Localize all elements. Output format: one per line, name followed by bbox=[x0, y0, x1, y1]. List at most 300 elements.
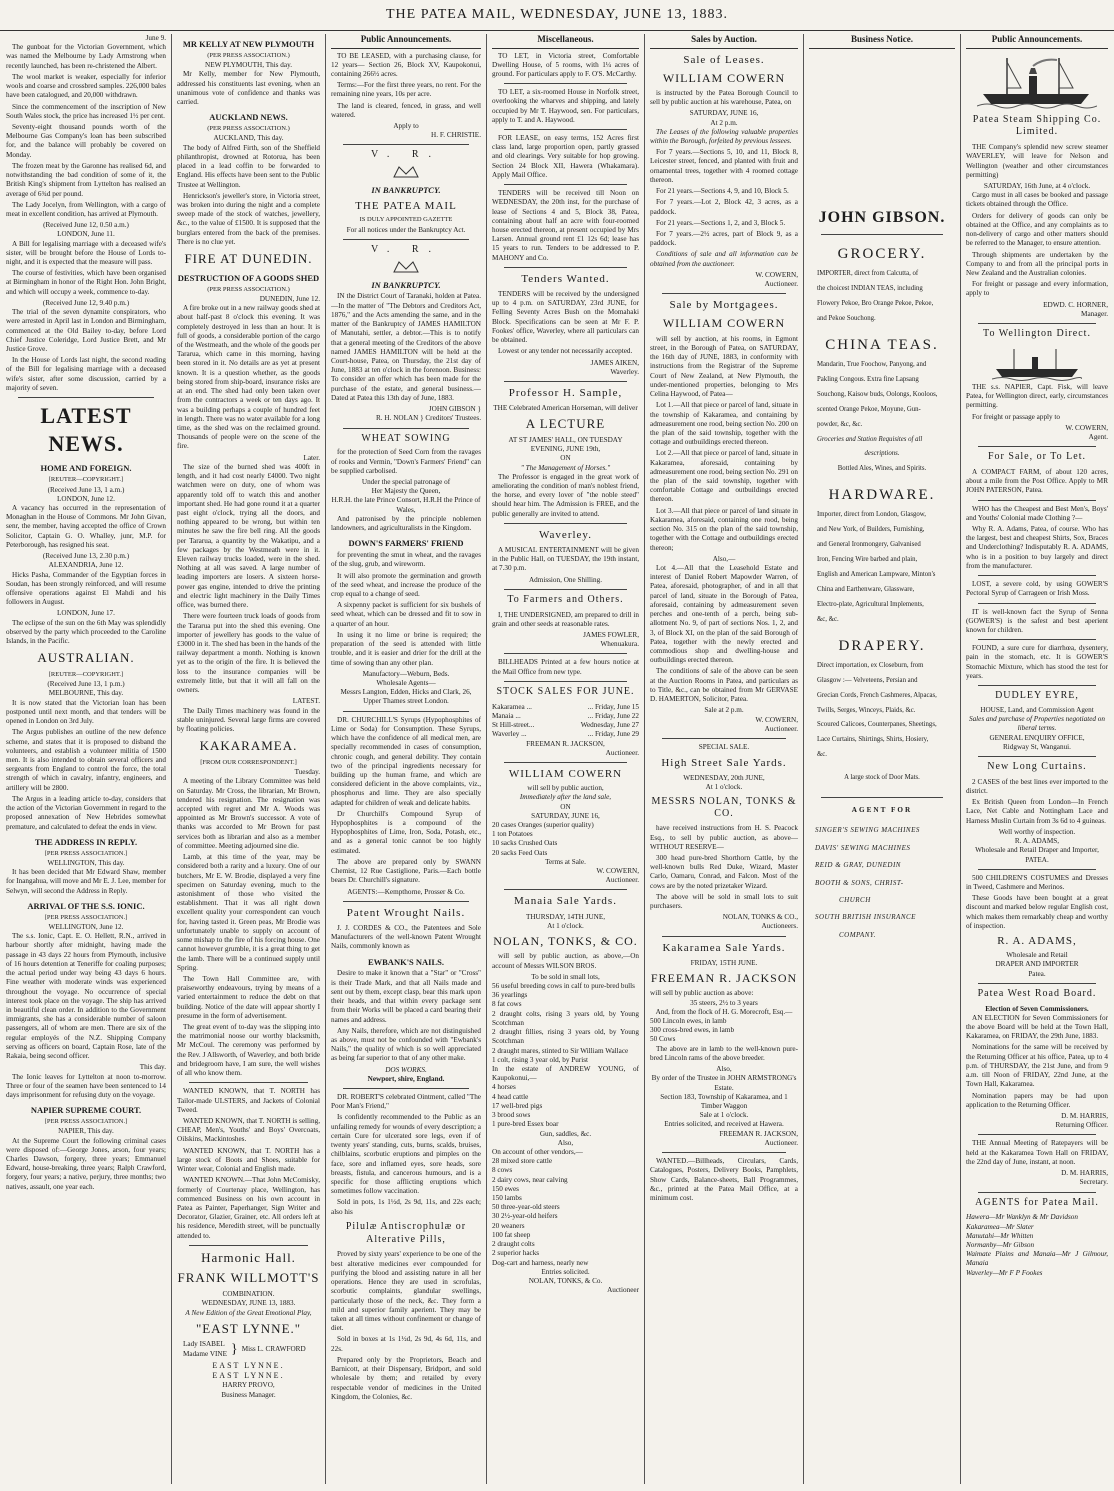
section-subheading: IN BANKRUPTCY. bbox=[371, 279, 441, 290]
ad-heading: Patea West Road Board. bbox=[977, 987, 1097, 999]
advertisement: have received instructions from H. S. Peacock Esq., to sell by public auction, as above—WITHOUT RESERVE— bbox=[650, 824, 798, 851]
agent-line: Kakaramea—Mr Slater bbox=[966, 1222, 1034, 1231]
news-paragraph: The frozen meat by the Garonne has realised 6d, and notwithstanding the bad condition of some of it, the British King's shipment from Lyttelton has realised an average of 6¾d per pound. bbox=[6, 161, 166, 198]
copyright-line: [REUTER—COPYRIGHT.] bbox=[48, 670, 124, 678]
column-header: Sales by Auction. bbox=[650, 34, 798, 49]
dateline: This day. bbox=[139, 1063, 166, 1072]
advertisement: Dr Churchill's Compound Syrup of Hypophosphites is a compound of the Hypophosphites of Lime, Iron, Soda, Potash, etc., and as a general tonic cannot be too highly estimated. bbox=[331, 809, 481, 855]
ad-line: Election of Seven Commissioners. bbox=[985, 1004, 1089, 1013]
agency-line: CHURCH bbox=[839, 895, 871, 904]
news-paragraph: A fire broke out in a new railway goods shed at about half-past 8 o'clock this evening. It was completely destroyed in less than an hour. It is full of goods, a considerable portion of the cargo of the Westmeath, and the whole of the goods per Tararua, which came in this morning, having been stored in it. No details are as yet at present known. It is a question whether, as the goods being stored from ship-board, insurance risks are at an end. The shed had only been taken over from the contractors a week or ten days ago. It was a building perhaps a couple of hundred feet in length. There was no water available for a long time, as the shed was on the reclaimed ground. Thousands of people were on the scene of the fire. bbox=[177, 304, 320, 451]
ad-signature: NOLAN, TONKS, & Co. bbox=[528, 1277, 603, 1286]
ad-line: At 1 o'clock. bbox=[705, 783, 743, 792]
advertisement: TO LET, in Victoria street, Comfortable Dwelling House, of 5 rooms, with 1¼ acres of ground. For particulars apply to F. O'S. McCarthy. bbox=[492, 51, 639, 78]
ad-heading: To Farmers and Others. bbox=[507, 593, 624, 605]
lot-item: 35 steers, 2½ to 3 years bbox=[690, 998, 758, 1007]
lot-item: 150 ewes bbox=[492, 1184, 519, 1193]
lot-item: Lot 4.—All that the Leasehold Estate and interest of Daniel Robert Mapowder Warren, of Patea, aforesaid, photographer, of and in all that parcel of land, situate in the Borough of Patea, aforesaid, containing by admeasurement seven perches and one-tenth of a perch, being sub-allotment No. 9, of part of sections Nos. 1, 2, and 3, of Block XI, on the plan of the said Borough of Patea, together with the newly erected and commodious shop and dwelling-house and outbuildings erected thereon. bbox=[650, 564, 798, 665]
lot-item: 1 ton Potatoes bbox=[492, 830, 533, 839]
advertisement: is instructed by the Patea Borough Council to sell by public auction at his warehouse, Patea, on bbox=[650, 88, 798, 107]
ad-signature: D. M. HARRIS, bbox=[1061, 1169, 1108, 1178]
section-heading-latest-news: LATEST NEWS. bbox=[40, 403, 132, 457]
advertisement: BILLHEADS Printed at a few hours notice at the Mail Office from new type. bbox=[492, 658, 639, 676]
agency-line: REID & GRAY, DUNEDIN bbox=[815, 861, 901, 870]
news-paragraph: It has been decided that Mr Edward Shaw, member for Inangahua, will move and Mr E. J. Lee, member for Selwyn, will second the Address in Reply. bbox=[6, 868, 166, 895]
column-header: Public Announcements. bbox=[331, 34, 481, 49]
ad-heading: AGENTS for Patea Mail. bbox=[975, 1196, 1099, 1208]
ad-line: SATURDAY, 16th June, at 4 o'clock. bbox=[983, 181, 1091, 190]
ad-line: " The Management of Horses." bbox=[520, 463, 611, 472]
advertisement: will sell by public auction, as above,—On account of Messrs WILSON BROS. bbox=[492, 952, 639, 970]
advertisement: TENDERS will be received by the undersigned up to 4 p.m. on SATURDAY, 23rd JUNE, for Felling Seventy Acres Bush on the Momahaki Block. Specifications can be seen at Mr F. P. Fookes' office, Waverley, where all particulars can be obtained. bbox=[492, 289, 639, 345]
advertisement: will sell by auction, at his rooms, in Egmont street, in the Borough of Patea, on SATURDAY, the 16th day of JUNE, 1883, in conformity with instructions from the Registrar of the Supreme Court of New Zealand, at New Plymouth, the under-mentioned properties, belonging to Mrs Celina Haywood, of Patea— bbox=[650, 334, 798, 399]
ad-line: ON bbox=[560, 802, 571, 811]
advertisement: Ex British Queen from London—In French Lace, Net Cable and Nottingham Lace and Harness Muslin Curtain from 3s 6d to 4 guineas. bbox=[966, 798, 1108, 825]
lot-item: 10 sacks Crushed Oats bbox=[492, 839, 558, 848]
advertisement: I, THE UNDERSIGNED, am prepared to drill in grain and other seeds at reasonable rates. bbox=[492, 610, 639, 628]
advertisement: Any Nails, therefore, which are not distinguished as above, must not be confounded with "Ewbank's Nails," the quality of which is so well appreciated as being far superior to that of any other make. bbox=[331, 1026, 481, 1063]
ad-line: At 2 p.m. bbox=[710, 118, 738, 127]
received-line: (Received June 12, 0.50 a.m.) bbox=[43, 221, 129, 230]
ad-line: WEDNESDAY, JUNE 13, 1883. bbox=[201, 1299, 296, 1308]
business-line: Mandarin, True Foochow, Panyong, and bbox=[817, 360, 927, 368]
column-rule bbox=[486, 34, 487, 1484]
ad-line: EAST LYNNE. bbox=[212, 1371, 285, 1381]
lot-item: On account of other vendors,— bbox=[492, 1147, 583, 1156]
agency-line: BOOTH & SONS, CHRIST- bbox=[815, 878, 904, 887]
ad-heading: WHEAT SOWING bbox=[361, 432, 451, 444]
ad-line: AGENTS:—Kempthorne, Prosser & Co. bbox=[347, 887, 465, 896]
ad-signature: JOHN GIBSON } bbox=[428, 405, 481, 414]
agency-line: COMPANY. bbox=[839, 930, 876, 939]
ad-heading: A LECTURE bbox=[525, 416, 606, 432]
section-subheading: AGENT FOR bbox=[851, 806, 913, 815]
dateline: LONDON, June 17. bbox=[57, 609, 115, 618]
advertisement: WANTED KNOWN, that T. NORTH has Tailor-made ULSTERS, and Jackets of Colonial Tweed. bbox=[177, 1087, 320, 1114]
cast-role: Lady ISABEL bbox=[183, 1340, 225, 1349]
crest-icon bbox=[391, 257, 421, 275]
business-name: JOHN GIBSON. bbox=[818, 208, 946, 226]
news-paragraph: The great event of to-day was the slipping into the matrimonial noose our worthy blacksmith, Mr McCoul. The ceremony was performed by the Rev. J Allsworth, of Waverley, and both bride and bridegroom have, I am sure, the well wishes of all who know them. bbox=[177, 1023, 320, 1078]
dateline: Tuesday. bbox=[294, 768, 320, 777]
ad-signature: Auctioneer. bbox=[764, 280, 798, 289]
advertisement: Why R. A. Adams, Patea, of course. Who has the largest, best and cheapest Shirts, Sox, Braces and Underclothing? Indisputably R. A. ADAMS, who is in a position to buy largely and direct from the manufacturer. bbox=[966, 525, 1108, 570]
lot-item: 150 lambs bbox=[492, 1194, 522, 1203]
agent-line: Normanby—Mr Gibson bbox=[966, 1241, 1035, 1249]
advertisement: FOR LEASE, on easy terms, 152 Acres first class land, large proportion open, partly grassed and old clearings. Very suitable for hop growing. Section 24 Block XII, Hawera (Whakamara). Apply Mail Office. bbox=[492, 134, 639, 179]
section-subheading: AUCKLAND NEWS. bbox=[209, 112, 288, 123]
section-subheading: DESTRUCTION OF A GOODS SHED bbox=[177, 272, 320, 283]
column-header: Miscellaneous. bbox=[492, 34, 639, 49]
business-name: R. A. ADAMS, bbox=[997, 935, 1077, 948]
business-line: Souchong, Kaisow buds, Oolongs, Kooloos, bbox=[817, 390, 938, 398]
news-paragraph: The s.s. Ionic, Capt. E. O. Hellett, R.N., arrived in harbour shortly after midnight, having made the passage in 43 days 22 hours from Plymouth, inclusive of 16 hours detention at Teneriffe for coaling purposes; the actual period under way being 43 days 6 hours. Fine weather with moderate winds was experienced throughout the voyage. No occurrence of special interest took place on the voyage. The ship has arrived in beautiful clean order. In addition to the Government immigrants, she has a considerable number of saloon passengers, all of whom are men. There are six of the regular employés of the N.Z. Shipping Company serving as officers on board, Captain Rose, late of the Rakaia, being second officer. bbox=[6, 932, 166, 1061]
news-paragraph: The Lady Jocelyn, from Wellington, with a cargo of meat in excellent condition, has arrived at Plymouth. bbox=[6, 200, 166, 218]
advertisement: The above are in lamb to the well-known pure-bred Lincoln rams of the above breeder. bbox=[650, 1044, 798, 1062]
news-paragraph: Henrickson's jeweller's store, in Victoria street, was broken into during the night and a complete sweep made of the stock of watches, jewellery, &c., to the value of £1500. It is supposed that the burglars entered from the back of the premises. There is no clue yet. bbox=[177, 191, 320, 246]
ad-heading: Manaia Sale Yards. bbox=[514, 895, 617, 908]
ad-signature: Returning Officer. bbox=[1055, 1121, 1108, 1130]
ad-heading: High Street Sale Yards. bbox=[661, 757, 787, 770]
ad-line: HOUSE, Land, and Commission Agent bbox=[980, 705, 1094, 714]
business-line: Twills, Serges, Winceys, Plaids, &c. bbox=[817, 706, 916, 714]
auctioneer-name: NOLAN, TONKS, & CO. bbox=[493, 934, 638, 948]
lot-item: 50 three-year-old steers bbox=[492, 1203, 560, 1212]
lot-item: For 21 years.—Sections 1, 2, and 3, Block 5. bbox=[656, 218, 786, 227]
business-line: descriptions. bbox=[864, 450, 900, 458]
lot-item: Lot 3.—All that piece or parcel of land situate in Kakaramea, aforesaid, containing one rood, being section No. 315 on the plan of the said township, together with the Cottage and outbuildings erected thereon; bbox=[650, 506, 798, 552]
legal-notice: IN the District Court of Taranaki, holden at Patea.—In the matter of "The Debtors and Creditors Act, 1876," and the Acts amending the same, and in the matter of the Bankruptcy of JAMES HAMILTON of Manutahi, settler, a debtor.—This is to notify that a general meeting of the Creditors of the above named JAMES HAMILTON will be held at the Court-house, Patea, on Thursday, the 21st day of June, 1883 at ten o'clock in the forenoon. Business: To consider an offer which has been made for the purchase of the estate, and general business.—Dated at Patea this 13th day of June, 1883. bbox=[331, 292, 481, 402]
advertisement: 500 CHILDREN'S COSTUMES and Dresses in Tweed, Cashmere and Merinos. bbox=[966, 873, 1108, 891]
ad-heading: To Wellington Direct. bbox=[983, 328, 1091, 340]
business-line: Direct importation, ex Closeburn, from bbox=[817, 661, 924, 669]
ad-line: Also, bbox=[557, 1138, 574, 1147]
sale-place: St Hill-street... bbox=[492, 721, 535, 730]
news-paragraph: Mr Kelly, member for New Plymouth, addressed his constituents last evening, when an unanimous vote of confidence and thanks was carried. bbox=[177, 70, 320, 107]
lot-item: 500 Lincoln ewes, in lamb bbox=[650, 1017, 727, 1025]
news-paragraph: The wool market is weaker, especially for inferior wools and coarse and crossbred samples. 226,000 bales have been catalogued, and 20,000 withdrawn. bbox=[6, 72, 166, 100]
advertisement: For freight or passage apply to bbox=[972, 412, 1061, 421]
department-heading: DRAPERY. bbox=[838, 637, 926, 654]
dateline: DUNEDIN, June 12. bbox=[259, 294, 320, 303]
news-paragraph: Since the commencement of the inscription of New South Wales stock, the price has increased 1½ per cent. bbox=[6, 102, 166, 120]
advertisement: Nomination papers may be had upon application to the Returning Officer. bbox=[966, 1091, 1108, 1109]
ad-line: Wholesale and Retail bbox=[1006, 951, 1068, 960]
column-miscellaneous bbox=[492, 34, 639, 1484]
ad-line: WEDNESDAY, 20th JUNE, bbox=[683, 774, 765, 783]
lot-item: In the estate of ANDREW YOUNG, of Kaupokonui,— bbox=[492, 1064, 639, 1083]
advertisement: The Leases of the following valuable properties within the Borough, forfeited by previous lessees. bbox=[650, 127, 798, 146]
department-heading: CHINA TEAS. bbox=[825, 336, 939, 353]
dateline: LATEST. bbox=[292, 697, 320, 706]
company-name: FRANK WILLMOTT'S bbox=[177, 1270, 320, 1286]
department-heading: GROCERY. bbox=[837, 245, 927, 262]
lot-item: 20 cases Oranges (superior quality) bbox=[492, 820, 594, 829]
lot-item: 50 Cows bbox=[650, 1035, 676, 1044]
ad-line: Well worthy of inspection. bbox=[998, 827, 1076, 836]
ad-heading: Patent Wrought Nails. bbox=[346, 906, 466, 919]
lot-item: 20 sacks Feed Oats bbox=[492, 848, 548, 857]
advertisement: J. J. CORDES & CO., the Patentees and Sole Manufacturers of the well-known Patent Wrought Nails, commonly known as bbox=[331, 923, 481, 951]
business-line: scented Orange Pekoe, Moyune, Gun- bbox=[817, 405, 921, 413]
advertisement: WANTED.—Billheads, Circulars, Cards, Catalogues, Posters, Delivery Books, Pamphlets, Show Cards, Balance-sheets, Ball Programmes, &c., printed at the Patea Mail Office, at a minimum cost. bbox=[650, 1157, 798, 1202]
department-heading: HARDWARE. bbox=[828, 487, 936, 504]
lot-item: 30 2½-year-old heifers bbox=[492, 1212, 558, 1221]
ad-heading: Pilulæ Antiscrophulæ or Alterative Pills, bbox=[345, 1220, 467, 1245]
lot-item: 17 well-bred pigs bbox=[492, 1101, 543, 1110]
cast-role: Madame VINE bbox=[183, 1349, 227, 1358]
ad-signature: Whenuakura. bbox=[600, 640, 639, 649]
lot-item: Lot 1.—All that piece or parcel of land, situate in the township of Kakaramea, and containing by admeasurement one rood, being section No. 200 on the plan of the said township, together with the cottage and outbuildings erected thereon. bbox=[650, 401, 798, 447]
lot-item: 2 draught colts, rising 3 years old, by Young Scotchman bbox=[492, 1009, 639, 1027]
sale-date: ... Friday, June 15 bbox=[587, 702, 639, 711]
ad-line: COMBINATION. bbox=[222, 1290, 275, 1299]
business-line: Pakling Congous. Extra fine Lapsang bbox=[817, 375, 919, 383]
business-line: and New York, of Builders, Furnishing, bbox=[817, 526, 925, 534]
advertisement: Prepared only by the Proprietors, Beach and Barnicott, at their Dispensary, Bridport, and sold wholesale by them; and retailed by every respectable vendor of medicines in the United Kingdom, the Colonies, &c. bbox=[331, 1355, 481, 1401]
section-heading: Harmonic Hall. bbox=[201, 1249, 296, 1265]
lot-item: For 7 years.—2½ acres, part of Block 9, as a paddock. bbox=[650, 230, 798, 248]
advertisement: TENDERS will be received till Noon on WEDNESDAY, the 20th inst, for the purchase of lease of Sections 4 and 5, Block 38, Patea, containing about half an acre with four-roomed house erected thereon, at present occupied by Mrs Larsen. Annual ground rent £1 12s 6d; lease has 15 years to run. Tenders to be addressed to P. MAHONY and Co. bbox=[492, 189, 639, 262]
dateline: NEW PLYMOUTH, This day. bbox=[205, 61, 292, 70]
copyright-line: [REUTER—COPYRIGHT.] bbox=[48, 476, 124, 484]
news-paragraph: The gunboat for the Victorian Government, which was named the Melbourne by Lady Armstrong when recently launched, has been re-christened the Albert. bbox=[6, 43, 166, 70]
advertisement: The Professor is engaged in the great work of ameliorating the condition of man's noblest friend, the horse, and every lover of "the noble steed" should hear him. The Admission is FREE, and the public generally are invited to attend. bbox=[492, 472, 639, 518]
ad-heading: EWBANK'S NAILS. bbox=[367, 956, 445, 967]
ad-line: H.R.H. the late Prince Consort, H.R.H the Prince of Wales, bbox=[331, 496, 481, 514]
advertisement: THE s.s. NAPIER, Capt. Fisk, will leave Patea, for Wellington direct, early, circumstances permitting. bbox=[966, 382, 1108, 410]
ad-signature: D. M. HARRIS, bbox=[1061, 1112, 1108, 1121]
column-header: Public Announcements. bbox=[966, 34, 1108, 49]
ad-line: To be sold in small lots, bbox=[531, 972, 600, 981]
advertisement: The above will be sold in small lots to suit purchasers. bbox=[650, 892, 798, 911]
ad-line: Entries solicited, and received at Hawera. bbox=[664, 1120, 784, 1129]
ad-line: THURSDAY, 14TH JUNE, bbox=[525, 912, 606, 921]
news-paragraph: The Argus publishes an outline of the new defence scheme, and states that it is proposed to disband the volunteers, and establish a volunteer militia of 1500 men. It is also intended to obtain several officers and sergeants from England to control the force, the total strength of which in cavalry, infantry, engineers, and artillery will be 2800. bbox=[6, 728, 166, 792]
press-line: [PER PRESS ASSOCIATION.] bbox=[44, 913, 128, 921]
news-paragraph: The course of festivities, which have been organised at Birmingham in honor of the Right Hon. John Bright, and which will occupy a week, commence to-day. bbox=[6, 269, 166, 296]
received-line: (Received June 13, 1 a.m.) bbox=[47, 485, 125, 494]
column-news bbox=[6, 34, 166, 1484]
dateline: LONDON, June 11. bbox=[57, 230, 115, 239]
ad-line: IS DULY APPOINTED GAZETTE bbox=[359, 216, 453, 224]
lot-item: 300 cross-bred ewes, in lamb bbox=[650, 1026, 735, 1035]
lot-item: 1 colt, rising 3 year old, by Purist bbox=[492, 1055, 589, 1064]
ad-line: Entries solicited. bbox=[541, 1267, 590, 1276]
advertisement: THE Company's splendid new screw steamer WAVERLEY, will leave for Nelson and Wellington (weather and other circumstances permitting) bbox=[966, 143, 1108, 179]
play-title: "EAST LYNNE." bbox=[195, 1320, 302, 1336]
sale-row bbox=[492, 721, 639, 730]
lot-item: 100 fat sheep bbox=[492, 1230, 531, 1239]
news-paragraph: Seventy-eight thousand pounds worth of the Melbourne Gas Company's loan has been subscribed for, and the balance will probably be covered on Monday. bbox=[6, 122, 166, 159]
ad-line: Her Majesty the Queen, bbox=[371, 487, 441, 496]
news-paragraph: The body of Alfred Firth, son of the Sheffield philanthropist, drowned at Rotorua, has been placed in a lead coffin to be forwarded to England. His effects have been sent to the Public Trustee at Wellington. bbox=[177, 143, 320, 189]
ad-signature: R. H. NOLAN } Creditors' Trustees. bbox=[376, 414, 481, 423]
business-line: Groceries and Station Requisites of all bbox=[817, 435, 923, 443]
advertisement: 2 CASES of the best lines ever imported to the district. bbox=[966, 777, 1108, 796]
lot-item: 36 yearlings bbox=[492, 991, 528, 1000]
lot-item: 300 head pure-bred Shorthorn Cattle, by the well-known bulls Red Duke, Wizard, Master Carlo, Oamaru, Conrad, and Falcon. Most of the cows are by the noted prizetaker Wizard. bbox=[650, 853, 798, 890]
ad-line: AT ST JAMES' HALL, ON TUESDAY EVENING, JUNE 19th, bbox=[508, 435, 623, 454]
ad-line: will sell by public auction, bbox=[527, 784, 604, 793]
advertisement: WANTED KNOWN.—That John McComisky, formerly of Courtenay place, Wellington, has commenced Business on his own account in Patea as Painter, Paperhanger, Sign Writer and Decorator, Glazier, Grainer, etc. All orders left at his residence, Meredith street, will be punctually attended to. bbox=[177, 1176, 320, 1240]
section-subheading: ARRIVAL OF THE S.S. IONIC. bbox=[27, 900, 145, 911]
ad-signature: EDWD. C. HORNER, bbox=[1043, 300, 1108, 309]
section-subheading: HOME AND FOREIGN. bbox=[40, 463, 132, 474]
agent-line: Manutahi—Mr Whitten bbox=[966, 1231, 1034, 1240]
news-paragraph: The trial of the seven dynamite conspirators, who were arrested in April last in London and Birmingham, commenced at the Old Bailey to-day, before Lord Chief Justice Coleridge, Lord Justice Brett, and Mr Justice Grove. bbox=[6, 308, 166, 353]
advertisement: And patronised by the principle noblemen landowners, and agriculturalists in the Kingdom. bbox=[331, 514, 481, 533]
lot-item: 28 mixed store cattle bbox=[492, 1157, 553, 1166]
business-line: Importer, direct from London, Glasgow, bbox=[817, 511, 926, 519]
business-line: English and American Lampware, Minton's bbox=[817, 571, 936, 579]
ad-line: ON bbox=[560, 454, 571, 463]
section-subheading: MR KELLY AT NEW PLYMOUTH bbox=[182, 39, 315, 49]
steamship-icon bbox=[992, 345, 1082, 381]
advertisement: Desire to make it known that a "Star" or "Cross" is their Trade Mark, and that all Nails made and sent out by them, except clasp, bear this mark upon their heads, and that within every package sent from their Works will be placed a card bearing their names and address. bbox=[331, 969, 481, 1024]
advertisement: IT is well-known fact the Syrup of Senna (GOWER'S) is the safest and best aperient known for children. bbox=[966, 607, 1108, 635]
press-line: [FROM OUR CORRESPONDENT.] bbox=[200, 758, 297, 766]
business-line: IMPORTER, direct from Calcutta, of bbox=[817, 270, 919, 278]
column-rule bbox=[171, 34, 172, 1484]
news-paragraph: A vacancy has occurred in the representation of Monaghan in the House of Commons. Mr John Givan, senr, the member, having accepted the office of Crown Solicitor, Captain G. O. Whalley, junr, M.P. for Peterborough, has resigned his seat. bbox=[6, 504, 166, 549]
ad-line: Wholesale Agents— bbox=[376, 678, 436, 687]
lot-item: Dog-cart and harness, nearly new bbox=[492, 1258, 589, 1267]
ad-heading: For Sale, or To Let. bbox=[988, 451, 1086, 463]
column-rule bbox=[803, 34, 804, 1484]
lot-item: Lot 2.—All that piece or parcel of land, situate in Kakaramea, aforesaid, containing by admeasurement one rood, being section No. 291 on the plan of the said township, together with comfortable Cottage and outbuildings erected thereon. bbox=[650, 449, 798, 504]
lot-item: 4 horses bbox=[492, 1083, 516, 1092]
lot-item: Gun, saddles, &c. bbox=[539, 1129, 592, 1138]
advertisement: for preventing the smut in wheat, and the ravages of the slug, grub, and wireworm. bbox=[331, 551, 481, 569]
ad-signature: JAMES FOWLER, bbox=[583, 631, 639, 640]
lot-item: For 21 years.—Sections 4, 9, and 10, Block 5. bbox=[656, 187, 789, 196]
business-line: the choicest INDIAN TEAS, including bbox=[817, 285, 923, 293]
agent-line: Waimate Plains and Manaia—Mr J Gilmour, Manaia bbox=[966, 1250, 1108, 1268]
ad-line: Admission, One Shilling. bbox=[528, 575, 603, 584]
lot-item: For 7 years.—Sections 5, 10, and 11, Block 8, Leicester street, fenced, and planted with fruit and ornamental trees, together with 4 roomed cottage thereon. bbox=[650, 148, 798, 184]
ad-line: Ridgway St, Wanganui. bbox=[1003, 742, 1071, 751]
lot-item: 56 useful breeding cows in calf to pure-bred bulls bbox=[492, 982, 635, 991]
news-paragraph: The Ionic leaves for Lyttelton at noon to-morrow. Three or four of the seamen have been sentenced to 14 days imprisonment for refusing duty on the voyage. bbox=[6, 1072, 166, 1099]
advertisement: Orders for delivery of goods can only be obtained at the Office, and any complaints as to non-delivery of cargo and other matters should be referred to the Manager, to ensure attention. bbox=[966, 211, 1108, 248]
news-paragraph: Lamb, at this time of the year, may be considered both a rarity and a luxury. One of our butchers, Mr E. W. Brodie, displayed a very fine specimen on Saturday evening, much to the astonishment of those who visited the establishment. That it was all right down excellent quality your correspondent can vouch for, having tasted it. Green peas, Mr Brodie was unfortunately unable to supply on account of some mishap to the fire of his forcing house. One cannot however grumble, it is a great thing to get the lamb. There will be a continued supply until Spring. bbox=[177, 853, 320, 972]
section-subheading: THE ADDRESS IN REPLY. bbox=[34, 836, 138, 847]
ad-signature: Agent. bbox=[1088, 432, 1108, 441]
ad-signature: NOLAN, TONKS & CO., bbox=[722, 913, 798, 922]
dateline: AUCKLAND, This day. bbox=[213, 134, 284, 143]
column-rule bbox=[325, 34, 326, 1484]
news-paragraph: The Town Hall Committee are, with praiseworthy endeavours, trying by means of a varied entertainment to reduce the debt on that building. Notice of the date will appear shortly I presume in the form of advertisement. bbox=[177, 974, 320, 1020]
received-line: (Received June 13, 1 p.m.) bbox=[47, 680, 125, 689]
section-heading: AUSTRALIAN. bbox=[37, 650, 135, 666]
advertisement: Terms:—For the first three years, no rent. For the remaining nine years, 10s per acre. bbox=[331, 81, 481, 99]
ad-signature: Manager. bbox=[1081, 309, 1108, 318]
ad-line: Messrs Langton, Edden, Hicks and Clark, 26, Upper Thames street London. bbox=[340, 688, 472, 706]
steamship-icon bbox=[977, 52, 1097, 110]
ad-signature: Waverley. bbox=[610, 367, 639, 376]
ad-signature: R. A. ADAMS, bbox=[1014, 837, 1060, 846]
advertisement: The land is cleared, fenced, in grass, and well watered. bbox=[331, 101, 481, 119]
sale-place: Kakaramea ... bbox=[492, 702, 532, 711]
lot-item: 2 superior hacks bbox=[492, 1249, 540, 1258]
business-line: Electro-plate, Agricultural Implements, bbox=[817, 600, 924, 608]
column-rule bbox=[644, 34, 645, 1484]
advertisement: For freight or passage and every information, apply to bbox=[966, 280, 1108, 298]
ad-line: For all notices under the Bankruptcy Act. bbox=[346, 225, 466, 234]
lot-item: 20 weaners bbox=[492, 1221, 525, 1230]
ad-signature: Secretary. bbox=[1079, 1178, 1108, 1187]
business-line: Iron, Fencing Wire barbed and plain, bbox=[817, 556, 918, 564]
advertisement: Lowest or any tender not necessarily accepted. bbox=[498, 347, 633, 356]
press-line: [PER PRESS ASSOCIATION.] bbox=[44, 1118, 128, 1126]
news-paragraph: It is now stated that the Victorian loan has been postponed until next month, and that tenders will be opened in London on 3rd July. bbox=[6, 698, 166, 726]
lot-item: 4 head cattle bbox=[492, 1092, 529, 1101]
advertisement: WANTED KNOWN, that T. NORTH has a large stock of Boots and Shoes, suitable for Winter wear, Colonial and English made. bbox=[177, 1146, 320, 1174]
ad-heading: Tenders Wanted. bbox=[521, 272, 610, 285]
ad-line: THE Celebrated American Horseman, will deliver bbox=[493, 404, 638, 413]
lot-item: 1 pure-bred Essex boar bbox=[492, 1120, 559, 1129]
advertisement: Cargo must in all cases be booked and passage tickets obtained through the Office. bbox=[966, 191, 1108, 209]
sale-date: ... Friday, June 22 bbox=[587, 711, 639, 720]
ad-line: Under the special patronage of bbox=[361, 477, 451, 486]
advertisement: AN ELECTION for Seven Commissioners for the above Board will be held at the Town Hall, Kakaramea, on FRIDAY, the 29th June, 1883. bbox=[966, 1013, 1108, 1041]
ad-line: DOS WORKS. bbox=[385, 1065, 427, 1074]
auctioneer-name: WILLIAM COWERN bbox=[662, 70, 786, 85]
advertisement: DR. CHURCHILL'S Syrups (Hypophosphites of Lime or Soda) for Consumption. These Syrups, which have the confidence of all medical men, are specially recommended in cases of consumption, chronic cough, and general debility. They contain two of the principal ingredients necessary for building up the human frame, and which are considered deficient in the above complaints, viz., phosphorus and lime. They are also specially adapted for children of weak and delicate habits. bbox=[331, 715, 481, 807]
dateline: June 9. bbox=[145, 34, 166, 42]
auctioneer-name: WILLIAM COWERN bbox=[662, 316, 786, 331]
ad-line: At 1 o'clock. bbox=[547, 921, 584, 930]
ad-line: Patea. bbox=[1028, 969, 1046, 978]
lot-item: 2 draught fillies, rising 3 years old, by Young Scotchman bbox=[492, 1028, 639, 1046]
news-paragraph: Hicks Pasha, Commander of the Egyptian forces in Soudan, has been strongly reinforced, and will resume offensive operations against El Mahdi and his followers in August. bbox=[6, 570, 166, 607]
section-heading: KAKARAMEA. bbox=[199, 738, 298, 754]
ad-line: SATURDAY, JUNE 16, bbox=[689, 109, 759, 118]
ad-line: FRIDAY, 15TH JUNE. bbox=[690, 958, 758, 967]
dateline: ALEXANDRIA, June 12. bbox=[48, 561, 124, 570]
lot-item: 8 cows bbox=[492, 1166, 513, 1175]
ad-heading: DOWN'S FARMERS' FRIEND bbox=[348, 538, 464, 549]
advertisement: A sixpenny packet is sufficient for six bushels of seed wheat, which can be dressed and fit to sow in a quarter of an hour. bbox=[331, 601, 481, 628]
ad-signature: HARRY PROVO, bbox=[222, 1381, 275, 1390]
ad-line: Immediately after the land sale, bbox=[519, 793, 612, 802]
sale-place: Manaia ... bbox=[492, 711, 521, 720]
ad-line: Sale at 2 p.m. bbox=[704, 706, 744, 715]
ad-line: SATURDAY, JUNE 16, bbox=[531, 811, 600, 820]
press-line: (PER PRESS ASSOCIATION.) bbox=[207, 51, 290, 59]
ad-signature: H. F. CHRISTIE. bbox=[431, 131, 481, 140]
advertisement: These Goods have been bought at a great discount and marked below regular English cost, which makes them remarkably cheap and worthy of inspection. bbox=[966, 894, 1108, 930]
section-heading: FIRE AT DUNEDIN. bbox=[184, 251, 313, 267]
advertisement: Conditions of sale and all information can be obtained from the auctioneer. bbox=[650, 250, 798, 268]
ad-line: will sell by public auction as above: bbox=[650, 989, 754, 998]
news-paragraph: The eclipse of the sun on the 6th May was splendidly observed by the party which proceeded to the Caroline Islands, in the Pacific. bbox=[6, 618, 166, 646]
ad-signature: Auctioneer. bbox=[605, 876, 639, 885]
advertisement: Sold in pots, 1s 1½d, 2s 9d, 11s, and 22s each; also his bbox=[331, 1198, 481, 1216]
ad-line: Sales and purchase of Properties negotiated on liberal terms. bbox=[968, 715, 1105, 733]
business-line: powder, &c, &c. bbox=[817, 420, 863, 428]
advertisement: WHO has the Cheapest and Best Men's, Boys' and Youths' Colonial made Clothing ?— bbox=[966, 504, 1108, 522]
ad-line: And, from the flock of H. G. Morecroft, Esq.— bbox=[655, 1007, 793, 1016]
ad-line: By order of the Trustee in JOHN ARMSTRONG's Estate. bbox=[651, 1074, 797, 1092]
column-public-announcements-2 bbox=[966, 34, 1108, 1484]
news-paragraph: A meeting of the Library Committee was held on Saturday. Mr Cross, the librarian, Mr Brown, tendered his resignation. The resignation was accepted with regret and Mr A. Woods was appointed as Mr Brown's successor. A vote of thanks was accorded to Mr Brown for past services both as librarian and also as a member of committee. Meeting adjourned sine die. bbox=[177, 777, 320, 850]
advertisement: Nominations for the same will be received by the Returning Officer at his office, Patea, up to 4 p.m. of THURSDAY, the 21st June, and from 9 a.m. till Noon of FRIDAY, 22nd June, at the Town Hall, Kakaramea. bbox=[966, 1043, 1108, 1089]
auctioneer-name: WILLIAM COWERN bbox=[508, 768, 623, 780]
lot-item: For 7 years.—Lot 2, Block 42, 3 acres, as a paddock. bbox=[650, 198, 798, 216]
advertisement: LOST, a severe cold, by using GOWER'S Pectoral Syrup of Carrageen or Irish Moss. bbox=[966, 580, 1108, 598]
agency-line: DAVIS' SEWING MACHINES bbox=[815, 843, 911, 852]
advertisement: DR. ROBERT'S celebrated Ointment, called "The Poor Man's Friend," bbox=[331, 1093, 481, 1111]
ad-line: DRAPER AND IMPORTER bbox=[995, 960, 1079, 969]
newspaper-title: THE PATEA MAIL, WEDNESDAY, JUNE 13, 1883. bbox=[385, 7, 729, 22]
agent-line: Waverley—Mr F P Fookes bbox=[966, 1268, 1043, 1277]
news-paragraph: The Argus in a leading article to-day, considers that the action of the Victorian Government in regard to the proposed annexation of New Hebrides somewhat premature, and calculated to defeat the ends in view. bbox=[6, 794, 166, 831]
news-paragraph: The Daily Times machinery was found in the stable uninjured. Several large firms are covered by floating policies. bbox=[177, 706, 320, 733]
agency-line: SOUTH BRITISH INSURANCE bbox=[815, 913, 916, 922]
dateline: NAPIER, This day. bbox=[58, 1127, 114, 1136]
advertisement: FOUND, a sure cure for diarrhœa, dysentery, pain in the stomach, etc. It is GOWER'S Stomachic Mixture, which has stood the test for years. bbox=[966, 644, 1108, 680]
ad-signature: FREEMAN R. JACKSON, bbox=[526, 739, 605, 748]
ad-signature: Auctioneer. bbox=[605, 748, 639, 757]
ad-line: Newport, shire, England. bbox=[367, 1074, 445, 1083]
ad-heading: Kakaramea Sale Yards. bbox=[662, 941, 786, 954]
ad-signature: W. COWERN, bbox=[1065, 423, 1108, 432]
royal-cipher: V. R. bbox=[370, 149, 442, 161]
advertisement: THE Annual Meeting of Ratepayers will be held at the Kakaramea Town Hall on FRIDAY, the 22nd day of June, instant, at noon. bbox=[966, 1139, 1108, 1166]
business-line: China and Earthenware, Glassware, bbox=[817, 585, 915, 593]
